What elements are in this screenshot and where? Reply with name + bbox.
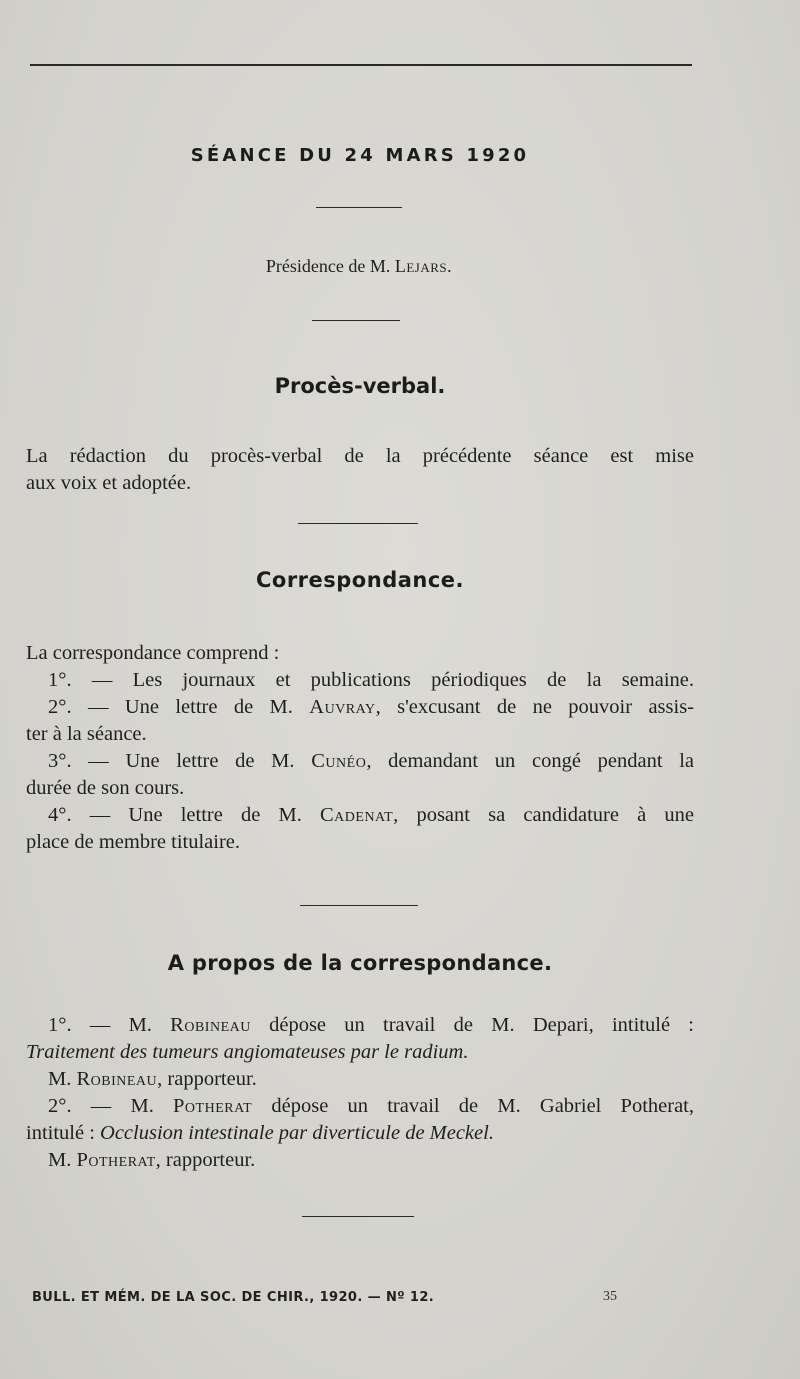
text-line xyxy=(26,1039,694,1066)
person-name: Robineau xyxy=(170,1014,251,1036)
list-item: 4°. — Une lettre de M. Cadenat, posant sa candidature à une xyxy=(48,804,694,826)
person-name: Potherat xyxy=(173,1095,253,1117)
list-item-continuation: ter à la séance. xyxy=(26,723,147,745)
person-name: Robineau xyxy=(76,1068,158,1090)
text-line: 1°. — M. Robineau dépose un travail de M. Depari, intitulé : xyxy=(48,1014,694,1036)
text-line: intitulé : Occlusion intestinale par diverticule de Meckel. xyxy=(26,1122,494,1144)
list-item: 2°. — Une lettre de M. Auvray, s'excusant de ne pouvoir assis- xyxy=(48,696,694,718)
divider xyxy=(302,1216,414,1217)
proces-verbal-heading: Procès-verbal. xyxy=(274,374,446,398)
person-name: Auvray xyxy=(309,696,376,718)
list-item: 3°. — Une lettre de M. Cunéo, demandant un congé pendant la xyxy=(48,750,695,772)
person-name: Potherat xyxy=(76,1149,156,1171)
correspondance-heading: Correspondance. xyxy=(255,568,465,592)
correspondance-intro: La correspondance comprend : xyxy=(26,642,280,664)
work-title: Occlusion intestinale par diverticule de Meckel. xyxy=(100,1122,494,1144)
footer-citation: BULL. ET MÉM. DE LA SOC. DE CHIR., 1920. — Nº 12. xyxy=(32,1290,435,1305)
correspondance-list xyxy=(26,640,694,856)
text-line: La rédaction du procès-verbal de la précédente séance est mise xyxy=(26,445,694,467)
list-item-continuation: durée de son cours. xyxy=(26,777,185,799)
top-rule xyxy=(30,64,692,66)
presidency-line xyxy=(0,256,718,277)
presidency-prefix: Présidence de M. xyxy=(265,256,391,276)
text-line: 2°. — M. Potherat dépose un travail de M. Gabriel Potherat, xyxy=(48,1095,695,1117)
divider xyxy=(298,523,418,524)
text-line: aux voix et adoptée. xyxy=(26,472,192,494)
a-propos-text xyxy=(26,1012,694,1174)
proces-verbal-text xyxy=(26,443,694,497)
list-item-continuation: place de membre titulaire. xyxy=(26,831,241,853)
page-number: 35 xyxy=(603,1289,617,1304)
divider xyxy=(300,905,418,906)
text-line: M. Robineau, rapporteur. xyxy=(48,1068,257,1090)
divider xyxy=(316,207,402,208)
work-title: Traitement des tumeurs angiomateuses par le radium. xyxy=(26,1041,469,1063)
person-name: Cunéo xyxy=(311,750,367,772)
session-title: SÉANCE DU 24 MARS 1920 xyxy=(190,145,530,166)
president-name: Lejars. xyxy=(394,256,453,276)
person-name: Cadenat xyxy=(320,804,394,826)
list-item: 1°. — Les journaux et publications périodiques de la semaine. xyxy=(48,669,694,691)
a-propos-heading: A propos de la correspondance. xyxy=(167,951,553,975)
text-line: M. Potherat, rapporteur. xyxy=(48,1149,256,1171)
divider xyxy=(312,320,400,321)
